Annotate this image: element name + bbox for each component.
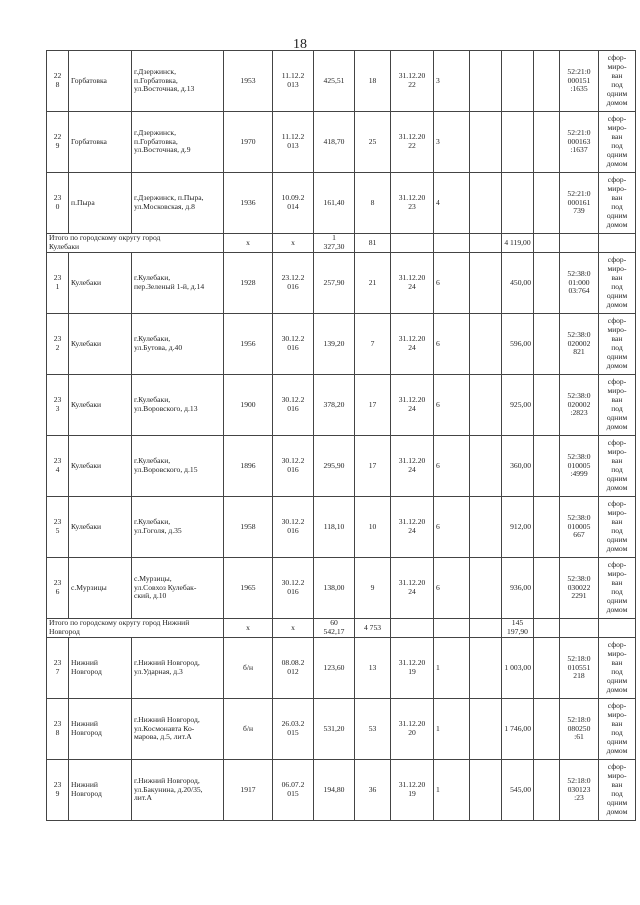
residents-cell: 21 <box>355 253 391 314</box>
date-cell: 30.12.2 016 <box>273 314 314 375</box>
amount-cell: 545,00 <box>502 760 534 821</box>
subtotal-row <box>47 234 636 253</box>
subtotal-residents: 4 753 <box>355 619 391 638</box>
residents-cell: 9 <box>355 558 391 619</box>
year-cell: 1936 <box>224 173 273 234</box>
empty-cell <box>534 375 560 436</box>
cadastral-cell: 52:38:0 010005 :4999 <box>560 436 599 497</box>
empty-cell <box>534 638 560 699</box>
row-number: 23 8 <box>47 699 69 760</box>
row-number: 23 0 <box>47 173 69 234</box>
address-cell: г.Кулебаки, ул.Гоголя, д.35 <box>132 497 224 558</box>
land-status-cell: сфор- миро- ван под одним домом <box>599 558 636 619</box>
year-cell: 1953 <box>224 51 273 112</box>
empty-cell <box>470 436 502 497</box>
amount-cell: 925,00 <box>502 375 534 436</box>
area-cell: 139,20 <box>314 314 355 375</box>
residents-cell: 7 <box>355 314 391 375</box>
locality-cell: п.Пыра <box>69 173 132 234</box>
subtotal-x: x <box>224 234 273 253</box>
row-number: 22 9 <box>47 112 69 173</box>
land-status-cell: сфор- миро- ван под одним домом <box>599 253 636 314</box>
empty-cell <box>391 619 434 638</box>
stage-cell: 6 <box>434 375 470 436</box>
row-number: 23 5 <box>47 497 69 558</box>
cadastral-cell: 52:21:0 000161 739 <box>560 173 599 234</box>
stage-cell: 1 <box>434 760 470 821</box>
date-cell: 26.03.2 015 <box>273 699 314 760</box>
stage-cell: 6 <box>434 558 470 619</box>
empty-cell <box>470 234 502 253</box>
subtotal-x: x <box>273 619 314 638</box>
area-cell: 418,70 <box>314 112 355 173</box>
empty-cell <box>470 638 502 699</box>
address-cell: с.Мурзицы, ул.Совхоз Кулебак- ский, д.10 <box>132 558 224 619</box>
empty-cell <box>534 619 560 638</box>
empty-cell <box>470 51 502 112</box>
subtotal-amount: 145 197,90 <box>502 619 534 638</box>
area-cell: 531,20 <box>314 699 355 760</box>
stage-cell: 6 <box>434 314 470 375</box>
empty-cell <box>534 253 560 314</box>
housing-register-table <box>46 50 636 821</box>
empty-cell <box>534 760 560 821</box>
table-row <box>47 760 636 821</box>
empty-cell <box>534 112 560 173</box>
subtotal-area: 60 542,17 <box>314 619 355 638</box>
land-status-cell: сфор- миро- ван под одним домом <box>599 51 636 112</box>
subtotal-x: x <box>273 234 314 253</box>
cadastral-cell: 52:18:0 030123 :23 <box>560 760 599 821</box>
deadline-cell: 31.12.20 24 <box>391 497 434 558</box>
table-row <box>47 558 636 619</box>
empty-cell <box>470 760 502 821</box>
deadline-cell: 31.12.20 22 <box>391 51 434 112</box>
stage-cell: 6 <box>434 436 470 497</box>
stage-cell: 6 <box>434 253 470 314</box>
amount-cell: 936,00 <box>502 558 534 619</box>
empty-cell <box>470 253 502 314</box>
address-cell: г.Нижний Новгород, ул.Ударная, д.3 <box>132 638 224 699</box>
empty-cell <box>534 314 560 375</box>
amount-cell <box>502 51 534 112</box>
empty-cell <box>560 234 599 253</box>
table-row <box>47 638 636 699</box>
date-cell: 30.12.2 016 <box>273 558 314 619</box>
table-row <box>47 497 636 558</box>
address-cell: г.Дзержинск, п.Пыра, ул.Московская, д.8 <box>132 173 224 234</box>
empty-cell <box>391 234 434 253</box>
area-cell: 295,90 <box>314 436 355 497</box>
cadastral-cell: 52:38:0 020002 821 <box>560 314 599 375</box>
date-cell: 10.09.2 014 <box>273 173 314 234</box>
year-cell: 1956 <box>224 314 273 375</box>
subtotal-label: Итого по городскому округу город Нижний Новгород <box>47 619 224 638</box>
empty-cell <box>534 51 560 112</box>
year-cell: 1958 <box>224 497 273 558</box>
area-cell: 138,00 <box>314 558 355 619</box>
address-cell: г.Дзержинск, п.Горбатовка, ул.Восточная, д.9 <box>132 112 224 173</box>
locality-cell: Кулебаки <box>69 314 132 375</box>
date-cell: 30.12.2 016 <box>273 436 314 497</box>
empty-cell <box>534 173 560 234</box>
area-cell: 194,80 <box>314 760 355 821</box>
empty-cell <box>599 619 636 638</box>
row-number: 23 4 <box>47 436 69 497</box>
deadline-cell: 31.12.20 20 <box>391 699 434 760</box>
date-cell: 23.12.2 016 <box>273 253 314 314</box>
area-cell: 123,60 <box>314 638 355 699</box>
row-number: 23 7 <box>47 638 69 699</box>
residents-cell: 17 <box>355 375 391 436</box>
year-cell: б/н <box>224 699 273 760</box>
locality-cell: Горбатовка <box>69 112 132 173</box>
date-cell: 08.08.2 012 <box>273 638 314 699</box>
area-cell: 118,10 <box>314 497 355 558</box>
empty-cell <box>534 699 560 760</box>
subtotal-x: x <box>224 619 273 638</box>
table-row <box>47 436 636 497</box>
locality-cell: с.Мурзицы <box>69 558 132 619</box>
residents-cell: 36 <box>355 760 391 821</box>
table-row <box>47 699 636 760</box>
empty-cell <box>534 558 560 619</box>
cadastral-cell: 52:38:0 030022 2291 <box>560 558 599 619</box>
address-cell: г.Кулебаки, пер.Зеленый 1-й, д.14 <box>132 253 224 314</box>
table-row <box>47 375 636 436</box>
residents-cell: 13 <box>355 638 391 699</box>
locality-cell: Кулебаки <box>69 497 132 558</box>
cadastral-cell: 52:38:0 01:000 03:764 <box>560 253 599 314</box>
deadline-cell: 31.12.20 24 <box>391 314 434 375</box>
stage-cell: 4 <box>434 173 470 234</box>
year-cell: 1928 <box>224 253 273 314</box>
date-cell: 11.12.2 013 <box>273 51 314 112</box>
empty-cell <box>470 112 502 173</box>
land-status-cell: сфор- миро- ван под одним домом <box>599 375 636 436</box>
amount-cell <box>502 173 534 234</box>
land-status-cell: сфор- миро- ван под одним домом <box>599 760 636 821</box>
empty-cell <box>470 699 502 760</box>
year-cell: 1917 <box>224 760 273 821</box>
year-cell: 1965 <box>224 558 273 619</box>
locality-cell: Нижний Новгород <box>69 760 132 821</box>
row-number: 23 3 <box>47 375 69 436</box>
empty-cell <box>470 375 502 436</box>
locality-cell: Горбатовка <box>69 51 132 112</box>
empty-cell <box>470 497 502 558</box>
deadline-cell: 31.12.20 24 <box>391 253 434 314</box>
row-number: 23 9 <box>47 760 69 821</box>
amount-cell: 450,00 <box>502 253 534 314</box>
deadline-cell: 31.12.20 22 <box>391 112 434 173</box>
row-number: 23 2 <box>47 314 69 375</box>
deadline-cell: 31.12.20 24 <box>391 375 434 436</box>
empty-cell <box>534 436 560 497</box>
deadline-cell: 31.12.20 19 <box>391 760 434 821</box>
amount-cell: 1 003,00 <box>502 638 534 699</box>
deadline-cell: 31.12.20 24 <box>391 558 434 619</box>
year-cell: б/н <box>224 638 273 699</box>
empty-cell <box>534 234 560 253</box>
deadline-cell: 31.12.20 23 <box>391 173 434 234</box>
empty-cell <box>470 619 502 638</box>
locality-cell: Нижний Новгород <box>69 638 132 699</box>
cadastral-cell: 52:38:0 010005 667 <box>560 497 599 558</box>
deadline-cell: 31.12.20 24 <box>391 436 434 497</box>
residents-cell: 17 <box>355 436 391 497</box>
amount-cell: 912,00 <box>502 497 534 558</box>
date-cell: 11.12.2 013 <box>273 112 314 173</box>
amount-cell: 360,00 <box>502 436 534 497</box>
land-status-cell: сфор- миро- ван под одним домом <box>599 314 636 375</box>
land-status-cell: сфор- миро- ван под одним домом <box>599 173 636 234</box>
amount-cell <box>502 112 534 173</box>
address-cell: г.Нижний Новгород, ул.Бакунина, д.20/35, лит.А <box>132 760 224 821</box>
locality-cell: Кулебаки <box>69 375 132 436</box>
cadastral-cell: 52:18:0 080250 :61 <box>560 699 599 760</box>
empty-cell <box>560 619 599 638</box>
year-cell: 1970 <box>224 112 273 173</box>
address-cell: г.Кулебаки, ул.Воровского, д.13 <box>132 375 224 436</box>
table-row <box>47 253 636 314</box>
page-number: 18 <box>293 37 307 52</box>
residents-cell: 25 <box>355 112 391 173</box>
date-cell: 06.07.2 015 <box>273 760 314 821</box>
locality-cell: Нижний Новгород <box>69 699 132 760</box>
empty-cell <box>599 234 636 253</box>
stage-cell: 1 <box>434 699 470 760</box>
locality-cell: Кулебаки <box>69 253 132 314</box>
deadline-cell: 31.12.20 19 <box>391 638 434 699</box>
subtotal-area: 1 327,30 <box>314 234 355 253</box>
residents-cell: 18 <box>355 51 391 112</box>
table-row <box>47 112 636 173</box>
cadastral-cell: 52:21:0 000151 :1635 <box>560 51 599 112</box>
residents-cell: 10 <box>355 497 391 558</box>
subtotal-row <box>47 619 636 638</box>
amount-cell: 596,00 <box>502 314 534 375</box>
amount-cell: 1 746,00 <box>502 699 534 760</box>
table-row <box>47 314 636 375</box>
stage-cell: 3 <box>434 112 470 173</box>
address-cell: г.Кулебаки, ул.Бутова, д.40 <box>132 314 224 375</box>
empty-cell <box>434 619 470 638</box>
stage-cell: 6 <box>434 497 470 558</box>
land-status-cell: сфор- миро- ван под одним домом <box>599 497 636 558</box>
area-cell: 378,20 <box>314 375 355 436</box>
subtotal-amount: 4 119,00 <box>502 234 534 253</box>
subtotal-label: Итого по городскому округу город Кулебаки <box>47 234 224 253</box>
subtotal-residents: 81 <box>355 234 391 253</box>
land-status-cell: сфор- миро- ван под одним домом <box>599 112 636 173</box>
land-status-cell: сфор- миро- ван под одним домом <box>599 436 636 497</box>
row-number: 23 1 <box>47 253 69 314</box>
cadastral-cell: 52:38:0 020002 :2823 <box>560 375 599 436</box>
address-cell: г.Нижний Новгород, ул.Космонавта Ко- марова, д.5, лит.А <box>132 699 224 760</box>
residents-cell: 8 <box>355 173 391 234</box>
row-number: 23 6 <box>47 558 69 619</box>
cadastral-cell: 52:21:0 000163 :1637 <box>560 112 599 173</box>
date-cell: 30.12.2 016 <box>273 497 314 558</box>
empty-cell <box>470 558 502 619</box>
stage-cell: 1 <box>434 638 470 699</box>
locality-cell: Кулебаки <box>69 436 132 497</box>
empty-cell <box>434 234 470 253</box>
empty-cell <box>534 497 560 558</box>
land-status-cell: сфор- миро- ван под одним домом <box>599 699 636 760</box>
land-status-cell: сфор- миро- ван под одним домом <box>599 638 636 699</box>
address-cell: г.Дзержинск, п.Горбатовка, ул.Восточная, д.13 <box>132 51 224 112</box>
address-cell: г.Кулебаки, ул.Воровского, д.15 <box>132 436 224 497</box>
area-cell: 425,51 <box>314 51 355 112</box>
area-cell: 161,40 <box>314 173 355 234</box>
stage-cell: 3 <box>434 51 470 112</box>
empty-cell <box>470 173 502 234</box>
area-cell: 257,90 <box>314 253 355 314</box>
row-number: 22 8 <box>47 51 69 112</box>
table-row <box>47 51 636 112</box>
residents-cell: 53 <box>355 699 391 760</box>
date-cell: 30.12.2 016 <box>273 375 314 436</box>
year-cell: 1896 <box>224 436 273 497</box>
empty-cell <box>470 314 502 375</box>
cadastral-cell: 52:18:0 010551 218 <box>560 638 599 699</box>
table-row <box>47 173 636 234</box>
year-cell: 1900 <box>224 375 273 436</box>
